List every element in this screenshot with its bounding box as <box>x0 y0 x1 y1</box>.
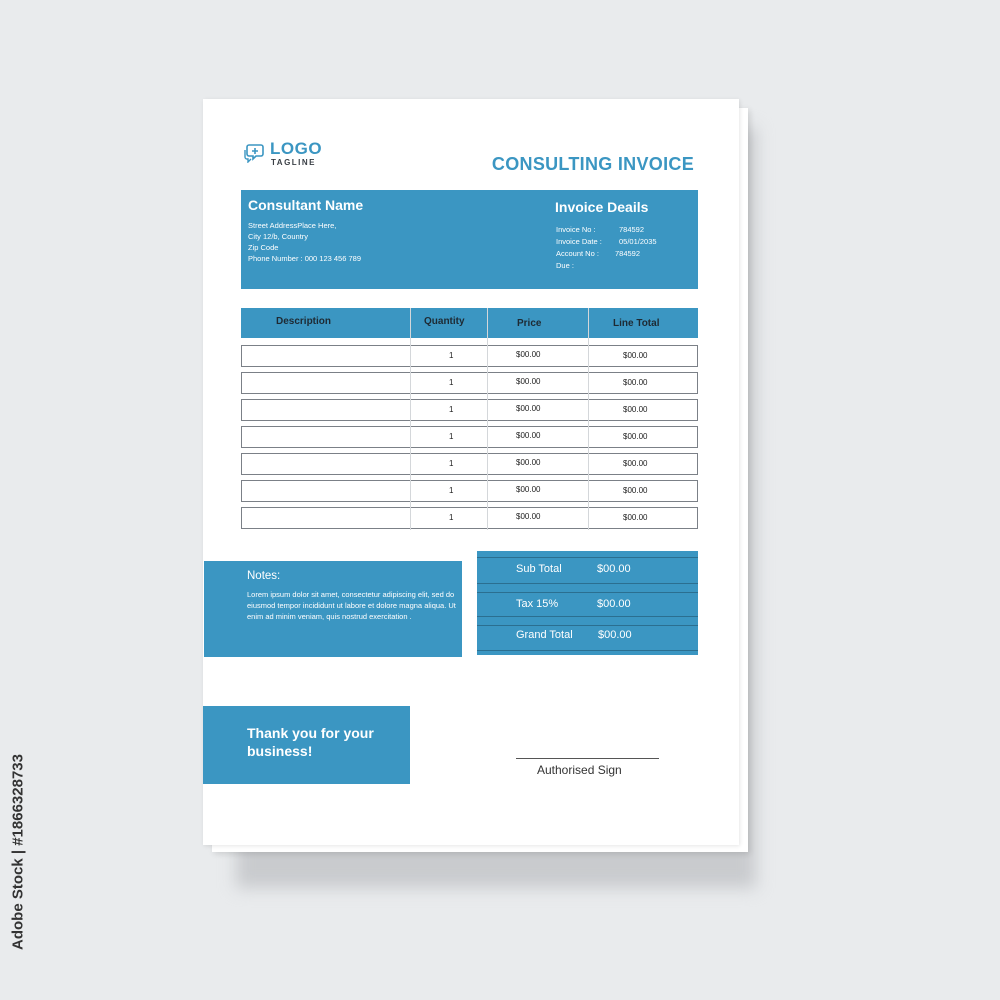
address-line: Street AddressPlace Here, <box>248 221 337 230</box>
column-divider <box>410 308 411 530</box>
cell-price: $00.00 <box>516 377 541 386</box>
cell-quantity: 1 <box>449 351 454 360</box>
totals-divider <box>477 592 698 593</box>
cell-price: $00.00 <box>516 431 541 440</box>
cell-price: $00.00 <box>516 404 541 413</box>
totals-divider <box>477 650 698 651</box>
cell-line-total: $00.00 <box>623 432 648 441</box>
detail-label: Invoice No : <box>556 225 596 234</box>
detail-value: 784592 <box>615 249 641 258</box>
column-header-price: Price <box>517 318 542 329</box>
table-row <box>241 426 698 448</box>
logo-text: LOGO <box>270 139 323 158</box>
cell-price: $00.00 <box>516 350 541 359</box>
cell-line-total: $00.00 <box>623 405 648 414</box>
totals-box <box>477 551 698 655</box>
table-row <box>241 453 698 475</box>
table-row <box>241 372 698 394</box>
stock-id-text: Adobe Stock | #1866328733 <box>9 754 27 950</box>
cell-price: $00.00 <box>516 458 541 467</box>
table-row <box>241 345 698 367</box>
signature-label: Authorised Sign <box>537 763 622 777</box>
cell-price: $00.00 <box>516 485 541 494</box>
totals-divider <box>477 583 698 584</box>
cell-line-total: $00.00 <box>623 351 648 360</box>
cell-line-total: $00.00 <box>623 486 648 495</box>
logo-chat-icon <box>243 143 265 163</box>
cell-line-total: $00.00 <box>623 513 648 522</box>
notes-title: Notes: <box>247 570 281 582</box>
cell-quantity: 1 <box>449 378 454 387</box>
phone-line: Phone Number : 000 123 456 789 <box>248 254 362 263</box>
logo-tagline: TAGLINE <box>271 158 317 167</box>
tax-label: Tax 15% <box>516 598 559 610</box>
address-line: Zip Code <box>248 243 279 252</box>
detail-value: 784592 <box>619 225 645 234</box>
cell-quantity: 1 <box>449 405 454 414</box>
subtotal-value: $00.00 <box>597 563 631 575</box>
detail-label: Invoice Date : <box>556 237 602 246</box>
invoice-details-title: Invoice Deails <box>555 199 649 215</box>
notes-text: Lorem ipsum dolor sit amet, consectetur adipiscing elit, sed do eiusmod tempor incididunt ut labore et dolore magna aliqua. Ut enim ad minim veniam, quis nostrud exercitation . <box>247 590 456 621</box>
address-line: City 12/b, Country <box>248 232 309 241</box>
grand-total-label: Grand Total <box>516 629 573 641</box>
table-row <box>241 507 698 529</box>
consultant-name: Consultant Name <box>248 197 364 213</box>
detail-label: Account No : <box>556 249 599 258</box>
cell-line-total: $00.00 <box>623 378 648 387</box>
detail-label: Due : <box>556 261 574 270</box>
totals-divider <box>477 625 698 626</box>
thank-you-text: Thank you for your business! <box>247 725 374 759</box>
cell-quantity: 1 <box>449 459 454 468</box>
column-header-line-total: Line Total <box>613 318 660 329</box>
totals-divider <box>477 557 698 558</box>
subtotal-label: Sub Total <box>516 563 562 575</box>
column-divider <box>588 308 589 530</box>
cell-quantity: 1 <box>449 486 454 495</box>
cell-line-total: $00.00 <box>623 459 648 468</box>
totals-divider <box>477 616 698 617</box>
cell-quantity: 1 <box>449 513 454 522</box>
tax-value: $00.00 <box>597 598 631 610</box>
table-row <box>241 399 698 421</box>
detail-value: 05/01/2035 <box>619 237 657 246</box>
table-row <box>241 480 698 502</box>
stock-id-label <box>2 752 34 952</box>
cell-quantity: 1 <box>449 432 454 441</box>
column-divider <box>487 308 488 530</box>
grand-total-value: $00.00 <box>598 629 632 641</box>
column-header-quantity: Quantity <box>424 316 465 327</box>
signature-line <box>516 758 659 759</box>
cell-price: $00.00 <box>516 512 541 521</box>
invoice-title: CONSULTING INVOICE <box>491 154 694 174</box>
column-header-description: Description <box>276 316 332 327</box>
